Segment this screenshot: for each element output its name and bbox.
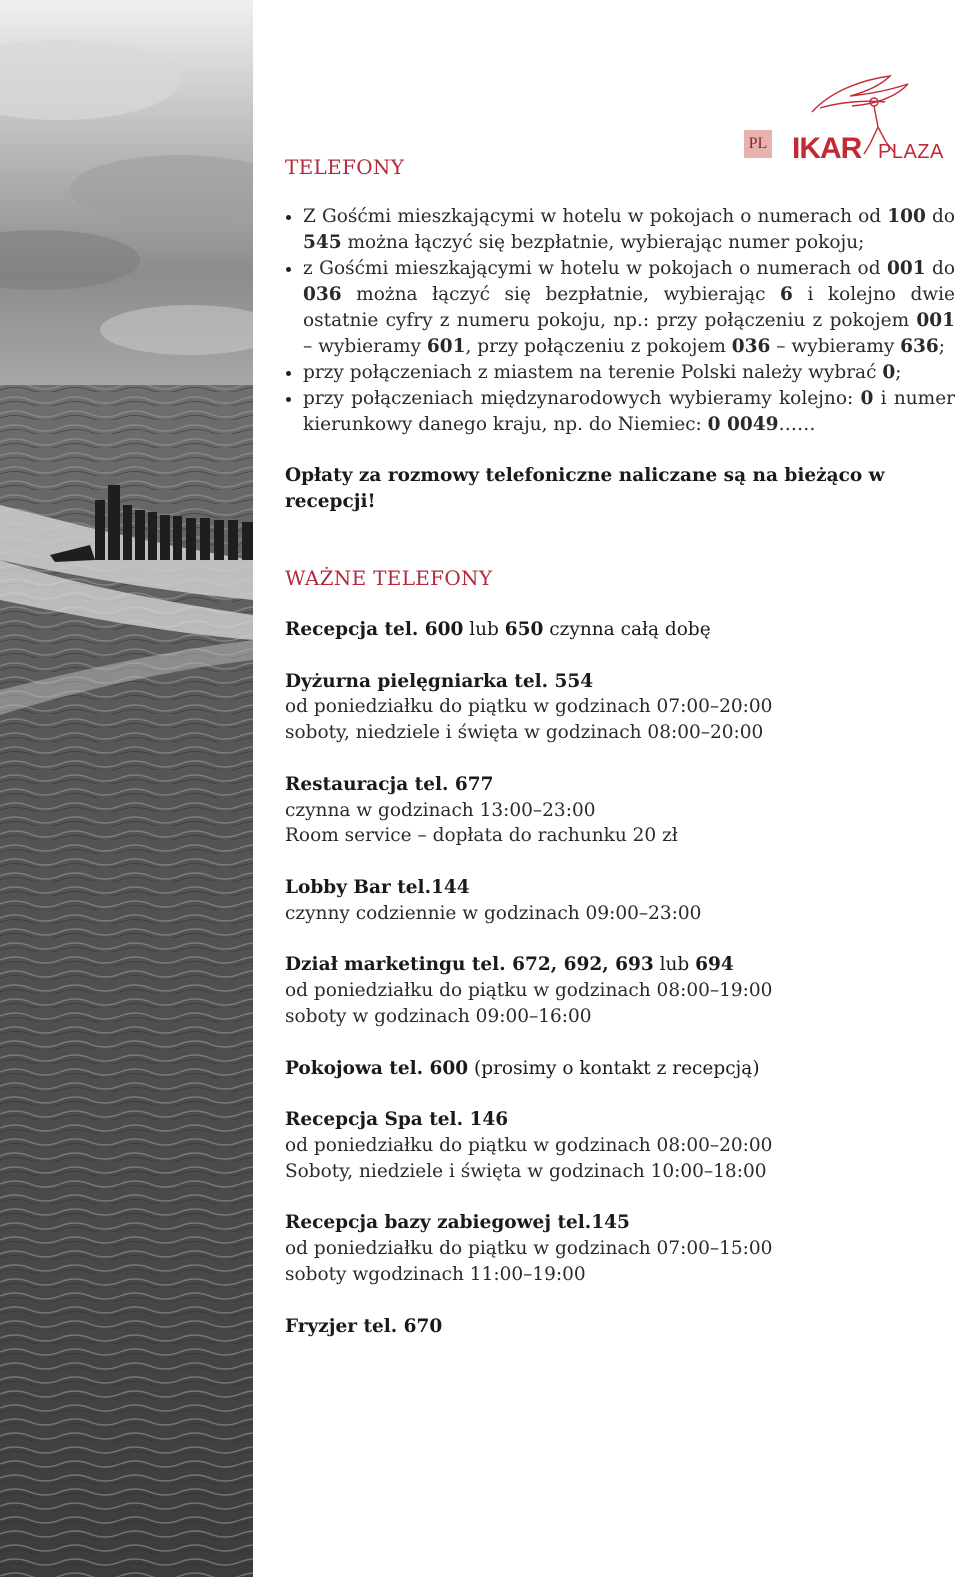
list-item: przy połączeniach międzynarodowych wybieramy kolejno: 0 i numer kierunkowy danego kraju, np. do Niemiec: 0 0049……	[285, 386, 955, 438]
phone-instructions-list	[285, 204, 955, 438]
contact-marketing: Dział marketingu tel. 672, 692, 693 lub 694 od poniedziałku do piątku w godzinach 08:00–19:00 soboty w godzinach 09:00–16:00	[285, 954, 773, 1027]
contact-recepcja: Recepcja tel. 600 lub 650 czynna całą dobę	[285, 619, 711, 640]
language-badge: PL	[744, 130, 772, 158]
seaside-photo	[0, 0, 253, 1577]
section-title-telefony: TELEFONY	[285, 155, 405, 179]
logo-word-plaza: PLAZA	[878, 141, 944, 163]
contact-pokojowa: Pokojowa tel. 600 (prosimy o kontakt z recepcją)	[285, 1057, 760, 1079]
list-item: Z Gośćmi mieszkającymi w hotelu w pokojach o numerach od 100 do 545 można łączyć się bezpłatnie, wybierając numer pokoju;	[285, 204, 955, 256]
contact-lobby-bar: Lobby Bar tel.144 czynny codziennie w godzinach 09:00–23:00	[285, 876, 702, 924]
logo-word-ikar: IKAR	[792, 132, 862, 164]
contact-baza-zabiegowa: Recepcja bazy zabiegowej tel.145 od poniedziałku do piątku w godzinach 07:00–15:00 soboty wgodzinach 11:00–19:00	[285, 1212, 773, 1285]
list-item: przy połączeniach z miastem na terenie Polski należy wybrać 0;	[285, 360, 955, 386]
billing-notice: Opłaty za rozmowy telefoniczne naliczane są na bieżąco w recepcji!	[285, 465, 885, 512]
list-item: z Gośćmi mieszkającymi w hotelu w pokojach o numerach od 001 do 036 można łączyć się bezpłatnie, wybierając 6 i kolejno dwie ostatnie cyfry z numeru pokoju, np.: przy połączeniu z pokojem 001 – wybieramy 601, przy połączeniu z pokojem 036 – wybieramy 636;	[285, 256, 955, 360]
ikar-plaza-logo	[790, 72, 952, 164]
contact-fryzjer: Fryzjer tel. 670	[285, 1315, 443, 1337]
section-title-wazne-telefony: WAŻNE TELEFONY	[285, 566, 493, 590]
contact-restauracja: Restauracja tel. 677 czynna w godzinach 13:00–23:00 Room service – dopłata do rachunku 20 zł	[285, 773, 678, 847]
contact-pielegniarka: Dyżurna pielęgniarka tel. 554 od poniedziałku do piątku w godzinach 07:00–20:00 soboty, niedziele i święta w godzinach 08:00–20:00	[285, 670, 773, 744]
important-phones-list	[285, 617, 955, 1365]
contact-spa: Recepcja Spa tel. 146 od poniedziałku do piątku w godzinach 08:00–20:00 Soboty, niedziele i święta w godzinach 10:00–18:00	[285, 1109, 773, 1182]
